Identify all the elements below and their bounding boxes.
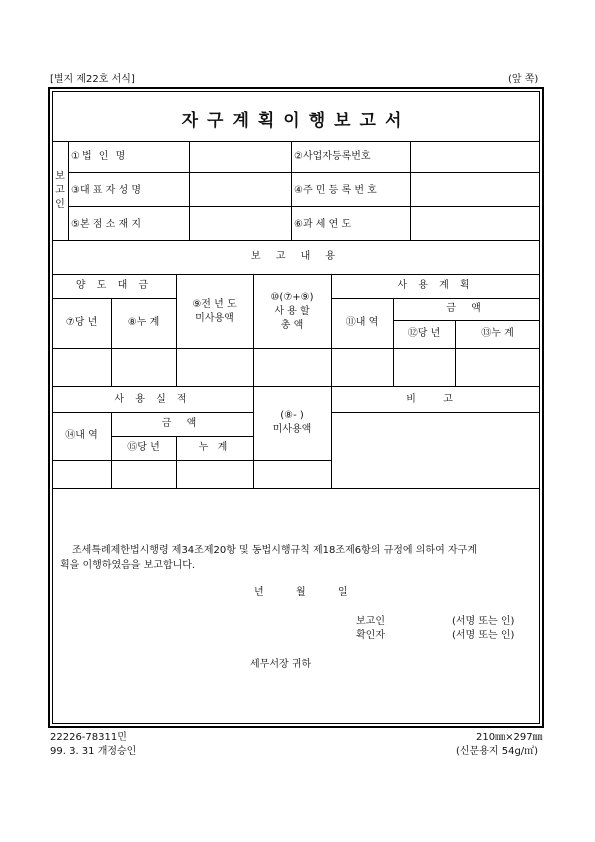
rule xyxy=(68,206,540,207)
page-title: 자구계획이행보고서 xyxy=(181,111,411,131)
prev-unused-line2: 미사용액 xyxy=(195,313,234,324)
rule xyxy=(52,240,540,241)
plan-current: ⑫당 년 xyxy=(407,328,441,339)
page-side: (앞 쪽) xyxy=(508,74,539,85)
rule xyxy=(331,298,540,299)
date-day: 일 xyxy=(338,587,348,598)
field-resident-no-label: ④주 민 등 록 번 호 xyxy=(294,185,377,196)
reporter-sign-label: 보고인 xyxy=(356,616,385,627)
rule xyxy=(189,141,190,240)
actual-amount: 금 액 xyxy=(161,418,203,429)
declaration-line2: 획을 이행하였음을 보고합니다. xyxy=(60,560,196,571)
field-corp-name-label: ①법 인 명 xyxy=(71,151,128,162)
rule xyxy=(331,274,332,488)
field-tax-year-label: ⑥과 세 연 도 xyxy=(294,219,352,230)
rule xyxy=(111,436,253,437)
rule xyxy=(393,320,540,321)
rule xyxy=(52,348,540,349)
rule xyxy=(52,274,540,275)
plan-detail: ⑪내 역 xyxy=(345,317,379,328)
field-rep-name-label: ③대 표 자 성 명 xyxy=(71,185,141,196)
planned-total-line1: ⑩(⑦+⑨) xyxy=(270,292,314,303)
form-number: [별지 제22호 서식] xyxy=(50,74,135,85)
declaration-line1: 조세특례제한법시행령 제34조제20항 및 동법시행규칙 제18조제6항의 규정에 의하여 자구계 xyxy=(72,545,477,556)
date-month: 월 xyxy=(296,587,306,598)
planned-total-line3: 총 액 xyxy=(280,320,304,331)
transfer-current: ⑦당 년 xyxy=(65,317,98,328)
unused-line2: 미사용액 xyxy=(272,424,312,435)
field-hq-address-label: ⑤본 점 소 재 지 xyxy=(71,219,141,230)
footer-size: 210㎜×297㎜ xyxy=(476,732,543,743)
rule xyxy=(52,298,176,299)
rule xyxy=(52,412,253,413)
plan-amount: 금 액 xyxy=(446,303,487,314)
rule xyxy=(52,488,540,489)
footer-paper: (신문용지 54g/㎡) xyxy=(456,746,539,757)
rule xyxy=(52,141,540,142)
rule xyxy=(111,298,112,386)
field-biz-reg-label: ②사업자등록번호 xyxy=(294,151,371,162)
actual-detail: ⑭내 역 xyxy=(65,430,98,441)
actual-cumulative: 누 계 xyxy=(198,442,231,453)
rule xyxy=(68,141,69,240)
footer-code: 22226-78311민 xyxy=(50,732,127,743)
planned-total-line2: 사 용 할 xyxy=(274,306,310,317)
transfer-title: 양 도 대 금 xyxy=(75,280,153,291)
reporter-label: 보고인 xyxy=(55,171,65,210)
actual-title: 사 용 실 적 xyxy=(114,394,191,405)
rule xyxy=(410,141,411,240)
rule xyxy=(176,274,177,386)
remarks-title: 비 고 xyxy=(406,394,465,405)
rule xyxy=(331,412,540,413)
confirmer-sign: (서명 또는 인) xyxy=(452,630,515,641)
plan-cumulative: ⑬누 계 xyxy=(481,328,514,339)
rule xyxy=(68,172,540,173)
footer-approval: 99. 3. 31 개정승인 xyxy=(50,746,137,757)
actual-current: ⑮당 년 xyxy=(127,442,160,453)
report-section-title: 보 고 내 용 xyxy=(250,251,342,262)
reporter-sign: (서명 또는 인) xyxy=(452,616,515,627)
addressee: 세무서장 귀하 xyxy=(250,659,312,670)
prev-unused-line1: ⑨전 년 도 xyxy=(192,299,237,310)
date-year: 년 xyxy=(254,587,264,598)
plan-title: 사 용 계 획 xyxy=(397,280,474,291)
unused-line1: (⑧- ) xyxy=(280,410,304,421)
rule xyxy=(52,386,540,387)
transfer-cumulative: ⑧누 계 xyxy=(127,317,160,328)
rule xyxy=(52,460,331,461)
confirmer-sign-label: 확인자 xyxy=(356,630,385,641)
rule xyxy=(291,141,292,240)
